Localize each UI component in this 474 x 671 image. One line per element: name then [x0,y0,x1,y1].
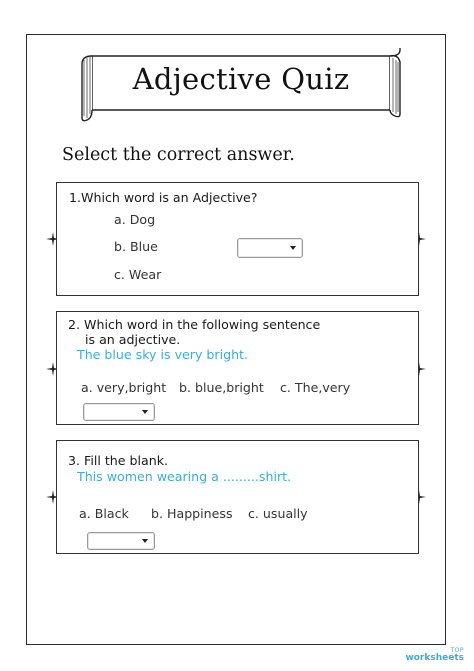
page-title: Adjective Quiz [132,62,350,96]
question-2-option-a: a. very,bright [81,380,167,395]
question-box-3 [56,440,419,554]
question-2-sentence: The blue sky is very bright. [77,347,248,362]
question-2-prompt-line-1: 2. Which word in the following sentence [68,317,321,332]
question-1-option-b: b. Blue [114,239,158,254]
chevron-down-icon [142,539,148,543]
question-3-option-c: c. usually [248,506,308,521]
question-1-option-a: a. Dog [114,212,156,227]
question-3-option-a: a. Black [79,506,129,521]
question-3-answer-dropdown[interactable] [87,532,155,550]
question-3-sentence: This women wearing a .........shirt. [77,469,292,484]
question-1-prompt: 1.Which word is an Adjective? [69,190,258,205]
brand-watermark [405,648,464,663]
question-2-answer-dropdown[interactable] [83,403,155,421]
question-box-2 [56,311,419,425]
question-2-prompt-line-2: is an adjective. [85,332,181,347]
instruction-text: Select the correct answer. [62,145,295,165]
question-3-option-b: b. Happiness [151,506,233,521]
question-1-option-c: c. Wear [114,267,162,282]
question-box-1 [56,182,419,296]
brand-small-label: TOP [450,647,464,654]
question-3-prompt: 3. Fill the blank. [68,453,169,468]
title-banner [78,48,404,122]
chevron-down-icon [142,410,148,414]
question-1-answer-dropdown[interactable] [237,238,303,258]
question-2-option-c: c. The,very [280,380,351,395]
brand-label: worksheets [405,653,464,663]
question-2-option-b: b. blue,bright [179,380,264,395]
chevron-down-icon [290,246,296,250]
